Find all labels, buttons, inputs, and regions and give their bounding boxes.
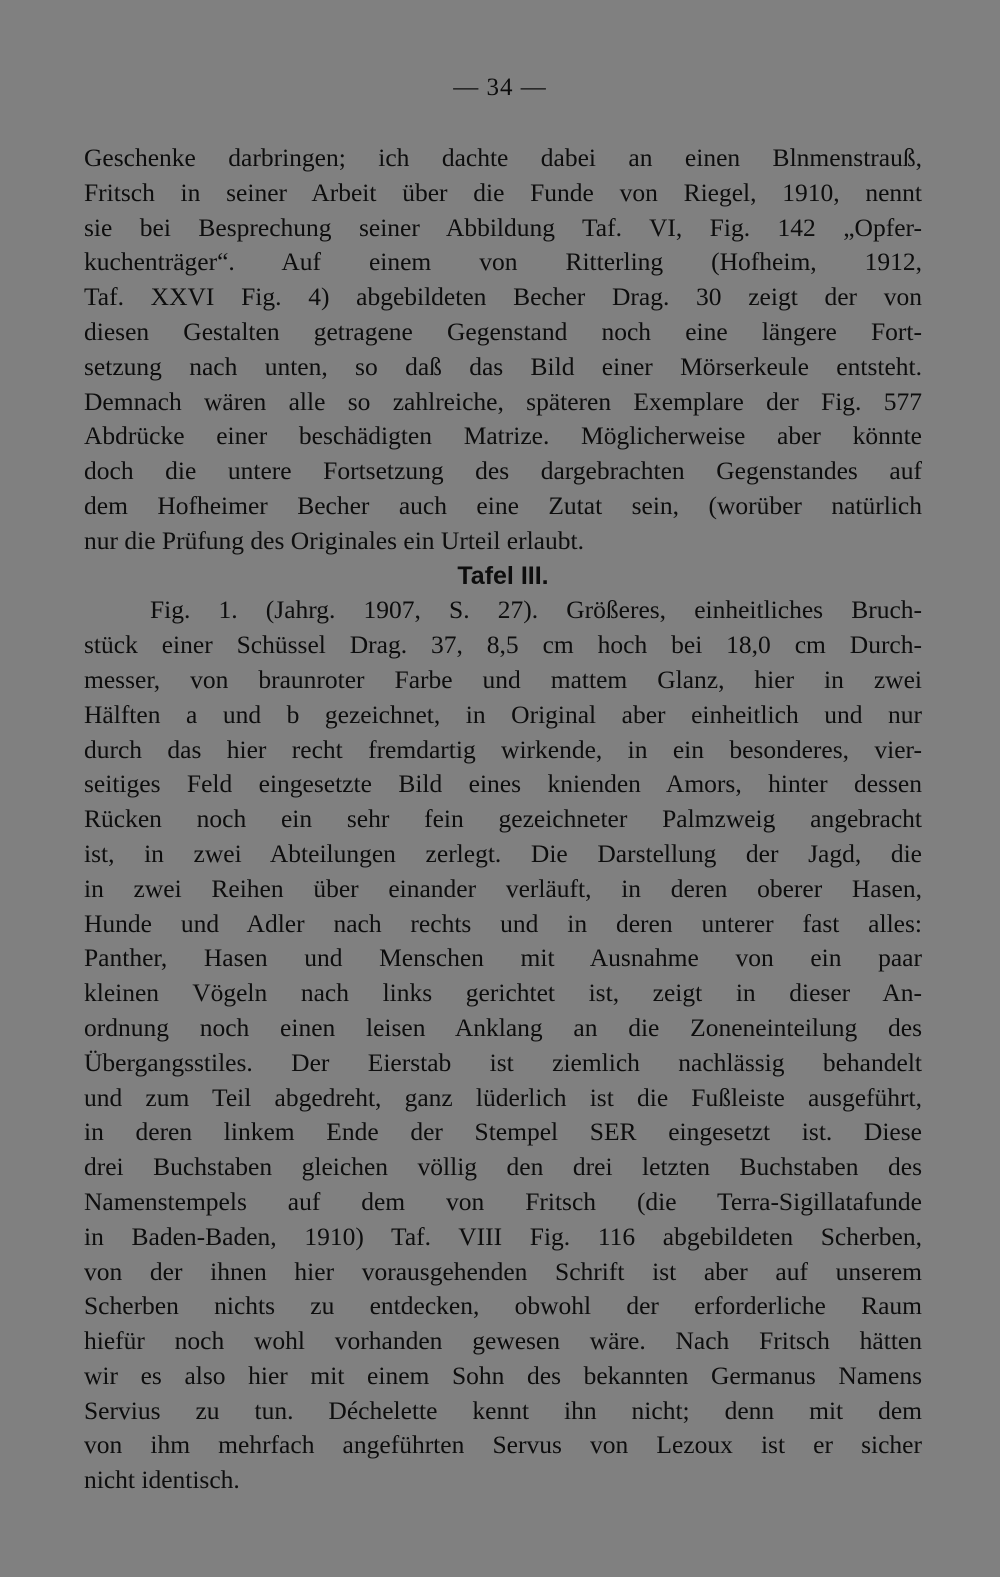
text-line: Geschenke darbringen; ich dachte dabei an einen Blnmenstrauß, — [84, 143, 922, 172]
text-line: wir es also hier mit einem Sohn des bekannten Germanus Namens — [84, 1360, 922, 1390]
text-line: hiefür noch wohl vorhanden gewesen wäre. Nach Fritsch hätten — [84, 1326, 922, 1356]
page-number: — 34 — — [453, 74, 547, 101]
text-line: Panther, Hasen und Menschen mit Ausnahme von ein paar — [84, 943, 922, 973]
text-line: nicht identisch. — [84, 1465, 240, 1495]
text-line: Fig. 1. (Jahrg. 1907, S. 27). Größeres, einheitliches Bruch- — [150, 595, 922, 625]
text-line: sie bei Besprechung seiner Abbildung Taf. VI, Fig. 142 „Opfer- — [84, 212, 922, 242]
text-line: drei Buchstaben gleichen völlig den drei letzten Buchstaben des — [84, 1152, 922, 1182]
text-line: durch das hier recht fremdartig wirkende, in ein besonderes, vier- — [84, 734, 922, 764]
text-line: von ihm mehrfach angeführten Servus von Lezoux ist er sicher — [84, 1430, 922, 1460]
text-line: Übergangsstiles. Der Eierstab ist ziemlich nachlässig behandelt — [84, 1047, 922, 1077]
text-line: Rücken noch ein sehr fein gezeichneter Palmzweig angebracht — [84, 804, 922, 834]
text-line: Taf. XXVI Fig. 4) abgebildeten Becher Drag. 30 zeigt der von — [84, 282, 922, 312]
text-line: dem Hofheimer Becher auch eine Zutat sein, (worüber natürlich — [84, 490, 922, 520]
text-line: nur die Prüfung des Originales ein Urteil erlaubt. — [84, 525, 584, 555]
text-line: ist, in zwei Abteilungen zerlegt. Die Darstellung der Jagd, die — [84, 838, 922, 868]
text-line: in deren linkem Ende der Stempel SER eingesetzt ist. Diese — [84, 1117, 922, 1147]
text-line: seitiges Feld eingesetzte Bild eines knienden Amors, hinter dessen — [84, 769, 922, 799]
text-line: Fritsch in seiner Arbeit über die Funde von Riegel, 1910, nennt — [84, 177, 922, 207]
text-line: kleinen Vögeln nach links gerichtet ist, zeigt in dieser An- — [84, 978, 922, 1008]
text-line: von der ihnen hier vorausgehenden Schrift ist aber auf unserem — [84, 1256, 922, 1286]
text-line: in zwei Reihen über einander verläuft, in deren oberer Hasen, — [84, 873, 922, 903]
section-heading: Tafel III. — [457, 561, 549, 590]
text-line: ordnung noch einen leisen Anklang an die Zoneneinteilung des — [84, 1012, 922, 1042]
page-body — [84, 141, 922, 1498]
text-line: kuchenträger“. Auf einem von Ritterling (Hofheim, 1912, — [84, 247, 922, 277]
text-line: Demnach wären alle so zahlreiche, späteren Exemplare der Fig. 577 — [84, 386, 922, 416]
text-line: in Baden-Baden, 1910) Taf. VIII Fig. 116 abgebildeten Scherben, — [84, 1221, 922, 1251]
text-line: stück einer Schüssel Drag. 37, 8,5 cm hoch bei 18,0 cm Durch- — [84, 630, 922, 660]
text-line: Hälften a und b gezeichnet, in Original aber einheitlich und nur — [84, 699, 922, 729]
text-line: messer, von braunroter Farbe und mattem Glanz, hier in zwei — [84, 664, 922, 694]
text-line: Namenstempels auf dem von Fritsch (die Terra-Sigillatafunde — [84, 1186, 922, 1216]
text-line: und zum Teil abgedreht, ganz lüderlich ist die Fußleiste ausgeführt, — [84, 1082, 922, 1112]
text-line: setzung nach unten, so daß das Bild einer Mörserkeule entsteht. — [84, 351, 922, 381]
text-line: Hunde und Adler nach rechts und in deren unterer fast alles: — [84, 908, 922, 938]
text-line: doch die untere Fortsetzung des dargebrachten Gegenstandes auf — [84, 456, 922, 486]
text-line: Abdrücke einer beschädigten Matrize. Möglicherweise aber könnte — [84, 421, 922, 451]
text-line: Servius zu tun. Déchelette kennt ihn nicht; denn mit dem — [84, 1395, 922, 1425]
text-line: Scherben nichts zu entdecken, obwohl der erforderliche Raum — [84, 1291, 922, 1321]
text-line: diesen Gestalten getragene Gegenstand noch eine längere Fort- — [84, 316, 922, 346]
